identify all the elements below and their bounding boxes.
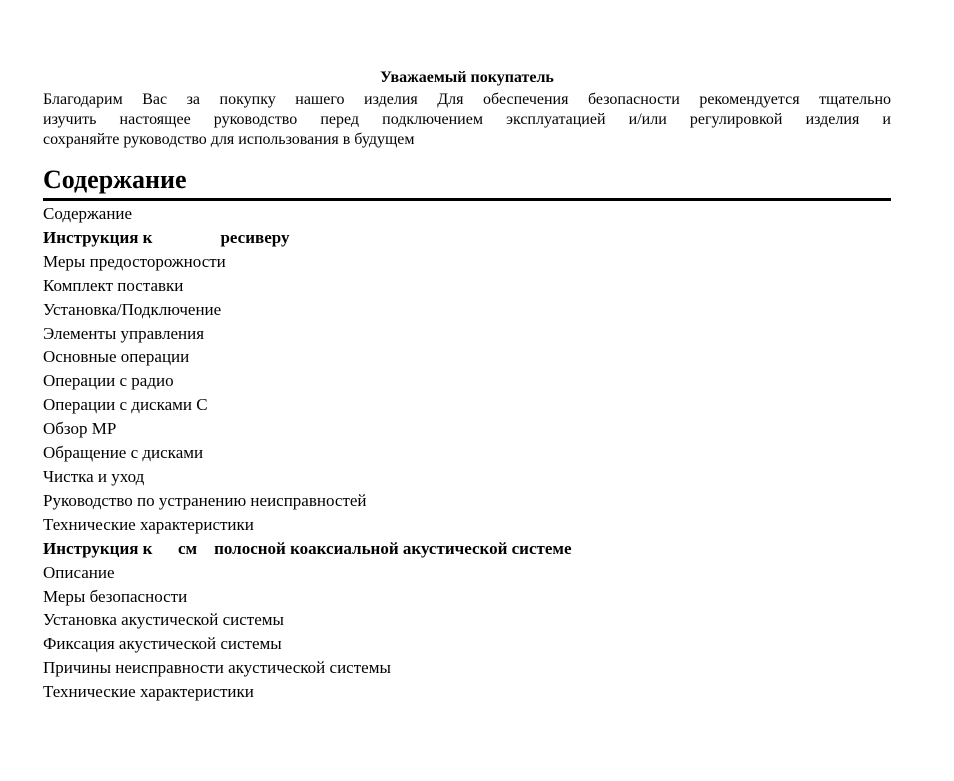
toc-item[interactable]: Комплект поставки [43, 275, 184, 295]
toc-divider [43, 198, 891, 201]
toc-list [43, 202, 572, 704]
greeting-title: Уважаемый покупатель [380, 69, 554, 86]
intro-line: Благодарим Вас за покупку нашего изделия Для обеспечения безопасности рекомендуется тщательно [43, 91, 891, 108]
toc-section-item[interactable]: Инструкция к см полосной коаксиальной акустической системе [43, 538, 572, 558]
toc-item[interactable]: Операции с дисками С [43, 395, 208, 415]
toc-item[interactable]: Технические характеристики [43, 682, 254, 702]
intro-line: изучить настоящее руководство перед подключением эксплуатацией и/или регулировкой изделия и [43, 111, 891, 128]
toc-item[interactable]: Операции с радио [43, 371, 174, 391]
toc-item[interactable]: Основные операции [43, 347, 190, 367]
toc-section-item[interactable]: Инструкция к ресиверу [43, 227, 290, 247]
toc-item[interactable]: Причины неисправности акустической системы [43, 658, 391, 678]
toc-heading: Содержание [43, 165, 187, 194]
toc-item[interactable]: Установка акустической системы [43, 610, 284, 630]
toc-item[interactable]: Содержание [43, 204, 133, 223]
toc-item[interactable]: Меры предосторожности [43, 251, 226, 271]
toc-item[interactable]: Обращение с дисками [43, 443, 204, 463]
toc-item[interactable]: Описание [43, 562, 115, 582]
toc-item[interactable]: Руководство по устранению неисправностей [43, 490, 367, 510]
document-page [43, 0, 891, 781]
toc-item[interactable]: Меры безопасности [43, 586, 188, 606]
toc-item[interactable]: Обзор МР [43, 419, 117, 439]
toc-item[interactable]: Фиксация акустической системы [43, 634, 282, 654]
toc-item[interactable]: Элементы управления [43, 323, 205, 343]
toc-item[interactable]: Технические характеристики [43, 514, 254, 534]
toc-item[interactable]: Установка/Подключение [43, 299, 222, 319]
toc-item[interactable]: Чистка и уход [43, 466, 145, 486]
intro-line: сохраняйте руководство для использования в будущем [43, 131, 415, 148]
intro-paragraph [43, 90, 891, 150]
